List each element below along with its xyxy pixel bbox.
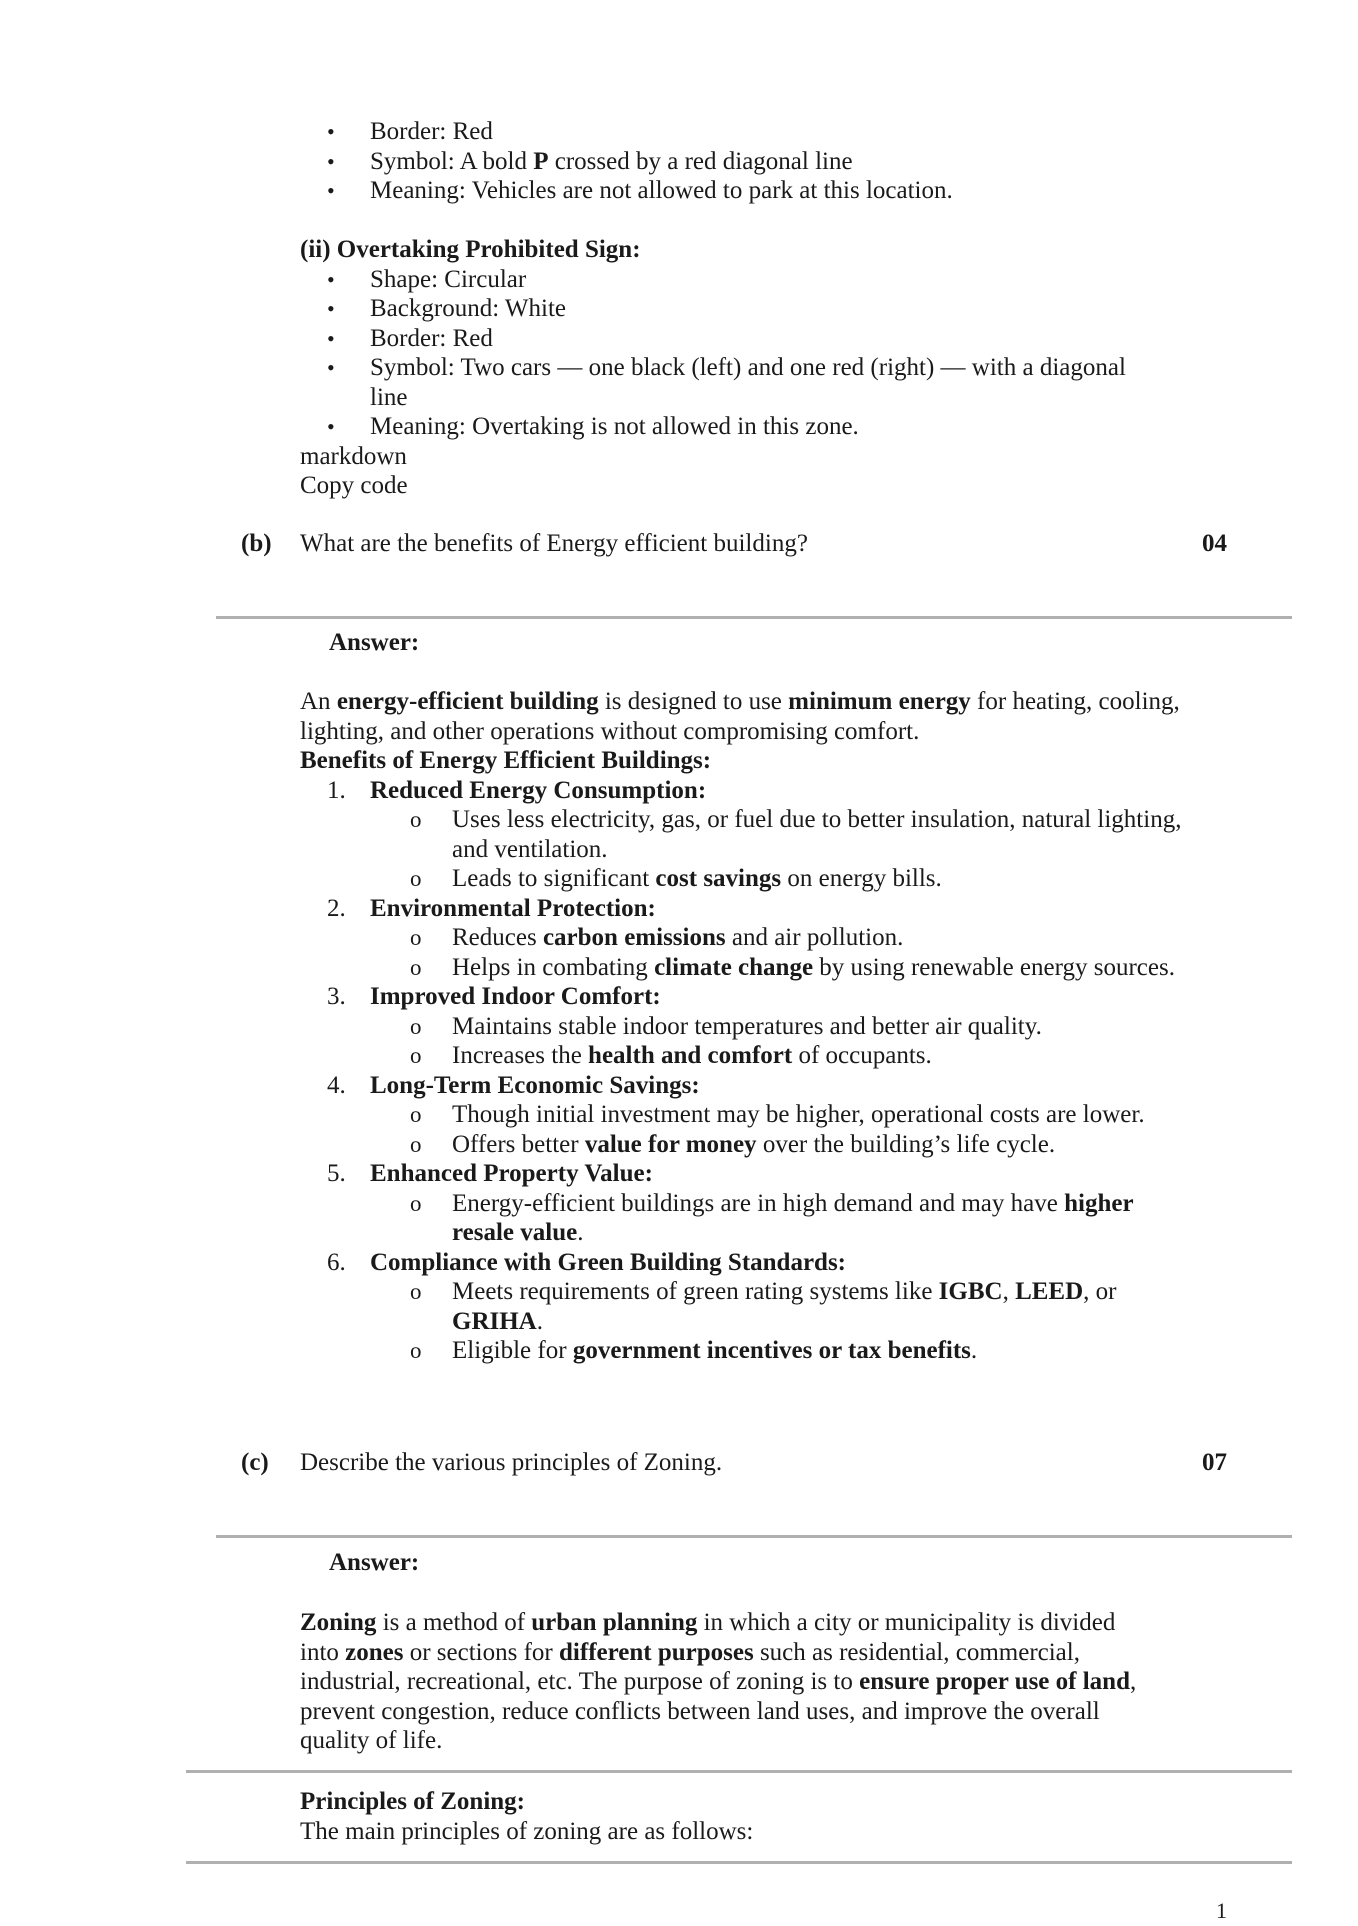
list-item: • Background: White <box>300 294 1130 324</box>
question-label: (b) <box>241 530 272 557</box>
benefits-heading: Benefits of Energy Efficient Buildings: <box>300 747 712 774</box>
benefit-item: 1. Reduced Energy Consumption: o Uses less electricity, gas, or fuel due to better insulation, natural lighting, and ventilation. o Leads to significant cost savings on energy bills. <box>300 776 1200 894</box>
list-item: • Symbol: Two cars — one black (left) and one red (right) — with a diagonal line <box>300 353 1130 412</box>
question-marks: 04 <box>1202 530 1227 557</box>
principles-section <box>300 1787 1160 1846</box>
copy-code-button[interactable]: Copy code <box>300 472 408 499</box>
list-item: o Leads to significant cost savings on energy bills. <box>300 864 1200 894</box>
question-marks: 07 <box>1202 1449 1227 1476</box>
list-item: o Reduces carbon emissions and air pollution. <box>300 923 1200 953</box>
list-item: o Meets requirements of green rating systems like IGBC, LEED, or GRIHA. <box>300 1277 1200 1336</box>
list-item: o Eligible for government incentives or tax benefits. <box>300 1336 1200 1366</box>
divider <box>216 1535 1292 1538</box>
benefits-list <box>300 776 1200 1366</box>
page-number: 1 <box>1216 1898 1227 1923</box>
answer-b-body <box>300 687 1200 1366</box>
benefit-item: 3. Improved Indoor Comfort: o Maintains stable indoor temperatures and better air quality. o Increases the health and comfort of occupants. <box>300 982 1200 1071</box>
list-item: • Symbol: A bold P crossed by a red diagonal line <box>300 147 1200 177</box>
question-c-row <box>0 1448 1358 1478</box>
benefit-item: 5. Enhanced Property Value: o Energy-efficient buildings are in high demand and may have higher resale value. <box>300 1159 1200 1248</box>
divider <box>216 616 1292 619</box>
list-item: o Offers better value for money over the building’s life cycle. <box>300 1130 1200 1160</box>
answer-label: Answer: <box>329 629 420 656</box>
list-item: o Energy-efficient buildings are in high demand and may have higher resale value. <box>300 1189 1200 1248</box>
question-label: (c) <box>241 1449 269 1476</box>
answer-intro: An energy-efficient building is designed to use minimum energy for heating, cooling, lighting, and other operations without compromising comfort. <box>300 688 1180 745</box>
question-b-row <box>0 529 1358 559</box>
list-item: • Meaning: Overtaking is not allowed in this zone. <box>300 412 1130 442</box>
benefit-item: 4. Long-Term Economic Savings: o Though initial investment may be higher, operational costs are lower. o Offers better value for money over the building’s life cycle. <box>300 1071 1200 1160</box>
divider <box>186 1770 1292 1773</box>
list-item: • Shape: Circular <box>300 265 1130 295</box>
benefit-item: 2. Environmental Protection: o Reduces carbon emissions and air pollution. o Helps in combating climate change by using renewable energy sources. <box>300 894 1200 983</box>
code-language-label: markdown <box>300 442 407 470</box>
zoning-definition: Zoning is a method of urban planning in which a city or municipality is divided into zones or sections for different purposes such as residential, commercial, industrial, recreational, etc. The purpose of zoning is to ensure proper use of land, prevent congestion, reduce conflicts between land uses, and improve the overall quality of life. <box>300 1609 1137 1754</box>
sign-ii-section <box>300 235 1130 501</box>
divider <box>186 1861 1292 1864</box>
benefit-item: 6. Compliance with Green Building Standards: o Meets requirements of green rating systems like IGBC, LEED, or GRIHA. o Eligible for government incentives or tax benefits. <box>300 1248 1200 1366</box>
section-heading: (ii) Overtaking Prohibited Sign: <box>300 236 641 263</box>
list-item: • Meaning: Vehicles are not allowed to park at this location. <box>300 176 1200 206</box>
principles-intro: The main principles of zoning are as follows: <box>300 1817 754 1845</box>
list-item: • Border: Red <box>300 324 1130 354</box>
principles-heading: Principles of Zoning: <box>300 1788 526 1815</box>
list-item: o Increases the health and comfort of occupants. <box>300 1041 1200 1071</box>
list-item: o Uses less electricity, gas, or fuel due to better insulation, natural lighting, and ventilation. <box>300 805 1200 864</box>
question-text: What are the benefits of Energy efficient building? <box>300 530 808 557</box>
sign-i-bullets <box>300 117 1200 206</box>
list-item: o Maintains stable indoor temperatures and better air quality. <box>300 1012 1200 1042</box>
list-item: o Though initial investment may be higher, operational costs are lower. <box>300 1100 1200 1130</box>
question-text: Describe the various principles of Zoning. <box>300 1449 723 1476</box>
answer-label: Answer: <box>329 1549 420 1576</box>
list-item: • Border: Red <box>300 117 1200 147</box>
list-item: o Helps in combating climate change by using renewable energy sources. <box>300 953 1200 983</box>
